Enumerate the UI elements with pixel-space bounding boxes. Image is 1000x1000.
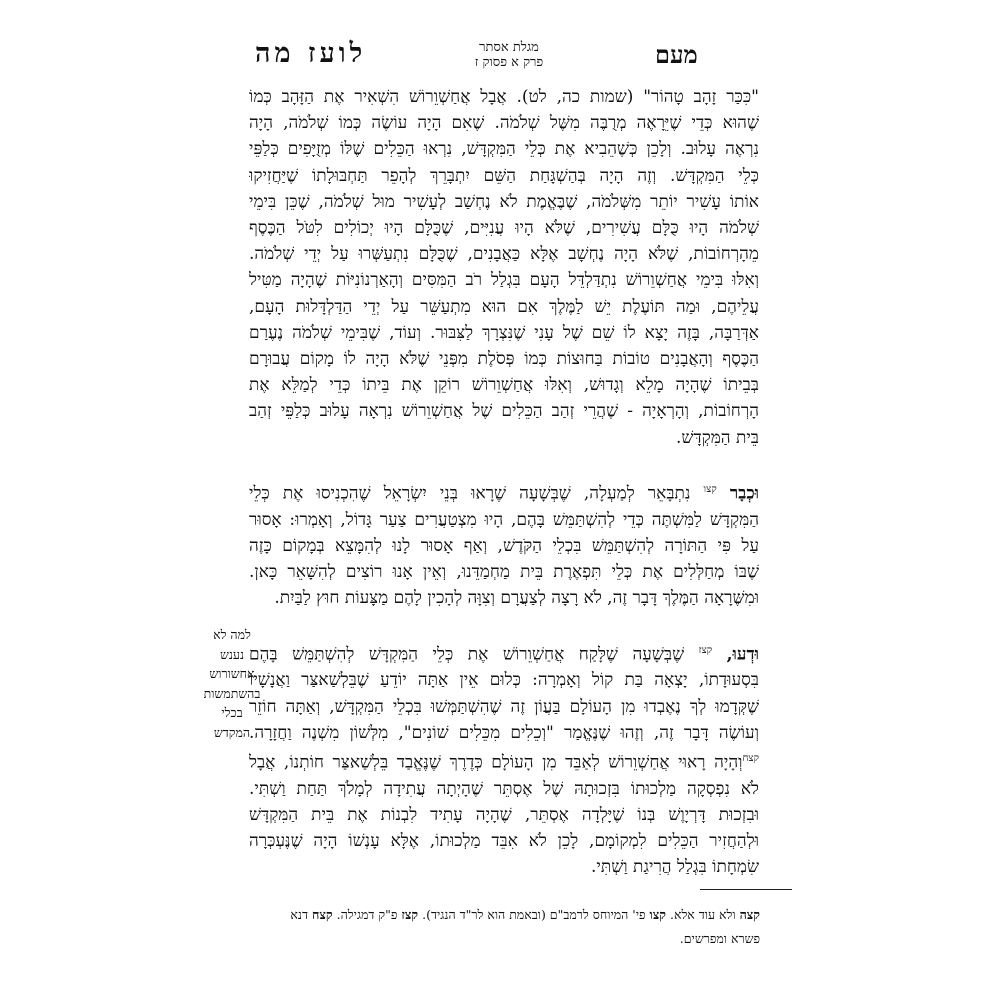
text-line-lead (249, 638, 759, 668)
text-line: מֵהָרְחוֹבוֹת, שֶׁלֹּא הָיָה נֶחְשָׁב אֶלָּא כַּאֲבָנִים, שֶׁכֻּלָּם נִתְעַשְּׁרוּ עַל יְדֵי שְׁלֹמֹה. (249, 244, 759, 265)
text-line: וְהָיָה רָאוּי אֲחַשְׁוֵרוֹשׁ לְאַבֵּד מִן הָעוֹלָם כְּדֶרֶךְ שֶׁנֶּאֱבַד בֵּלְשַׁאצַּר חוֹתְנוֹ, אֲבָל (249, 752, 743, 773)
header-right-title: מעם (655, 40, 698, 69)
text-line: שֶׁבּוֹ מְחַלְּלִים אֶת כְּלֵי תִּפְאֶרֶת בֵּית מַחְמַדֵּנוּ, וְאֵין אָנוּ רוֹצִים לְהִשָּׁאֵר כָּאן. (249, 562, 759, 583)
footnotes (250, 903, 760, 951)
text-line: "כִּכַּר זָהָב טָהוֹר" (שמות כה, לט). אֲבָל אֲחַשְׁוֵרוֹשׁ הִשְׁאִיר אֶת הַזָּהָב כְּמוֹ (249, 87, 759, 107)
text-line: נִתְבָּאֵר לְמַעְלָה, שֶׁבְּשָׁעָה שֶׁרָאוּ בְּנֵי יִשְׂרָאֵל שֶׁהִכְנִיסוּ אֶת כְּלֵי (249, 483, 691, 504)
paragraph-3 (249, 638, 759, 881)
footnote-divider (700, 889, 792, 890)
footnote-head: קצו (649, 907, 666, 922)
text-line: לֹא נִפְסְקָה מַלְכוּתוֹ בִּזְכוּתָהּ שֶׁל אֶסְתֵּר שֶׁהָיְתָה עֲתִידָה לְמָלֹךְ תַּחַת וַשְׁתִּי. (249, 778, 759, 799)
footnote-line (250, 903, 760, 927)
text-line: שְׁלֹמֹה הָיוּ כֻּלָּם עֲשִׁירִים, שֶׁלֹּא הָיוּ עֲנִיִּים, שֶׁכֻּלָּם הָיוּ יְכוֹלִים לִטֹּל הַכֶּסֶף (249, 218, 759, 239)
text-line: בִּסְעוּדָתוֹ, יָצְאָה בַּת קוֹל וְאָמְרָה: כְּלוּם אֵין אַתָּה יוֹדֵעַ שֶׁבֵּלְשַׁאצַּר וַאֲנָשָׁיו (249, 670, 759, 691)
header-location (475, 40, 543, 70)
text-line: עַל פִּי הַתּוֹרָה לְהִשְׁתַּמֵּשׁ בִּכְלֵי הַקֹּדֶשׁ, וְאַף אָסוּר לָנוּ לְהִמָּצֵא בְּמָקוֹם כָּזֶה (249, 535, 759, 556)
side-note-line: בכלי (221, 705, 243, 720)
header-book: מגלת אסתר (479, 40, 539, 55)
side-note-line: המקדש (213, 724, 251, 740)
footnote-line: פשרא ומפרשים. (679, 931, 760, 946)
text-line: וּבִזְכוּת דָּרְיָוֶשׁ בְּנוֹ שֶׁיָּלְדָה אֶסְתֵּר, שֶׁהָיָה עָתִיד לִבְנוֹת אֶת בֵּית הַמִּקְדָּשׁ (249, 805, 759, 826)
footnote-text: פ"ק דמגילה. (336, 907, 398, 922)
paragraph-1 (249, 84, 759, 451)
text-line: הַכֶּסֶף וְהָאֲבָנִים טוֹבוֹת בַּחוּצוֹת כְּמוֹ פְּסֹלֶת מִפְּנֵי שֶׁלֹּא הָיָה לוֹ מָקוֹם עֲבוּרָם (249, 349, 759, 370)
text-line: בֵּית הַמִּקְדָּשׁ. (676, 427, 759, 448)
paragraph-lead-word: וּדְעוּ, (726, 644, 759, 665)
header-chapter-verse: פרק א פסוק ז (474, 55, 544, 70)
text-line: שִׂמְחָתוֹ בִּגְלַל הֲרִיגַת וַשְׁתִּי. (591, 857, 759, 878)
text-line: וּמִשֶּׁרָאָה הַמֶּלֶךְ דָּבָר זֶה, לֹא רָצָה לְצַעֲרָם וְצִוָּה לְהָכִין לָהֶם מַצָּעוֹת חוּץ לַבַּיִת. (274, 588, 759, 609)
main-text (249, 84, 759, 881)
footnote-head: קצה (739, 907, 760, 922)
text-line: כְּלֵי הַמִּקְדָּשׁ. וְזֶה הָיָה בְּהַשְׁגָּחַת הַשֵּׁם יִתְבָּרֵךְ לְהָפֵר תַּחְבּוּלָתוֹ שֶׁיַּחֲזִיקוּ (249, 165, 759, 186)
footnote-text: ולא עוד אלא. (669, 907, 736, 922)
side-note-line: אחשורוש (209, 666, 255, 681)
text-line: וְאִלּוּ בִּימֵי אֲחַשְׁוֵרוֹשׁ נִתְדַּלְדֵּל הָעָם בִּגְלַל רֹב הַמִּסִּים וְהָאַרְנוֹנִיּוֹת שֶׁהָיָה מַטִּיל (249, 270, 759, 291)
footnote-text: דנא (290, 907, 308, 922)
text-line: עֲלֵיהֶם, וּמַה תּוֹעֶלֶת יֵשׁ לַמֶּלֶךְ אִם הוּא מִתְעַשֵּׁר עַל יְדֵי הַדַּלְדָּלוּת הָעָם, (249, 296, 759, 317)
text-line: הָרְחוֹבוֹת, וְהָרְאָיָה - שֶׁהֲרֵי זְהַב הַכֵּלִים שֶׁל אֲחַשְׁוֵרוֹשׁ נִרְאָה עָלוּב כְּלַפֵּי זְהַב (249, 401, 759, 422)
footnote-head: קצח (311, 907, 333, 922)
footnote-head: קצז (401, 907, 419, 922)
text-line: וְעוֹשֶׂה דָּבָר זֶה, וְזֶהוּ שֶׁנֶּאֱמַר "וְכֵלִים מִכֵּלִים שׁוֹנִים", מִלְּשׁוֹן מִשְׁנֶה וַחֲזָרָה. (249, 722, 759, 743)
text-line-with-ref (249, 746, 759, 776)
text-line: אַדְּרַבָּה, בָּזֶה יָצָא לוֹ שֵׁם שֶׁל עָנִי שֶׁנִּצְרָךְ לַצִּבּוּר. וְעוֹד, שֶׁבִּימֵי שְׁלֹמֹה נֶעֶרַם (249, 322, 759, 343)
text-line: הַמִּקְדָּשׁ לַמִּשְׁתֶּה כְּדֵי לְהִשְׁתַּמֵּשׁ בָּהֶם, הָיוּ מִצְטַעֲרִים צַעַר גָּדוֹל, וְאָמְרוּ: אָסוּר (249, 509, 759, 530)
text-line: שֶׁבְּשָׁעָה שֶׁלָּקַח אֲחַשְׁוֵרוֹשׁ אֶת כְּלֵי הַמִּקְדָּשׁ לְהִשְׁתַּמֵּשׁ בָּהֶם (249, 644, 685, 665)
text-line: וּלְהַחֲזִיר הַכֵּלִים לִמְקוֹמָם, לָכֵן לֹא אִבֵּד מַלְכוּתוֹ, אֶלָּא עָנְשׁוֹ הָיָה שֶׁנֶּעְכְּרָה (249, 831, 759, 852)
reference-marker: קצו (703, 483, 717, 495)
paragraph-2 (249, 477, 759, 612)
text-line: אוֹתוֹ עָשִׁיר יוֹתֵר מִשְּׁלֹמֹה, שֶׁבֶּאֱמֶת לֹא נֶחְשַׁב לְעָשִׁיר מוּל שְׁלֹמֹה, שֶׁכֵּן בִּימֵי (249, 191, 759, 212)
footnote-text: פי' המיוחס לרמב"ם (ובאמת הוא לר"ד הנגיד). (422, 907, 646, 922)
header-center (400, 40, 610, 70)
text-line: שֶׁקְּדָמוּ לְךָ נֶאֶבְדוּ מִן הָעוֹלָם בַּעֲוֹן זֶה שֶׁהִשְׁתַּמְּשׁוּ בִּכְלֵי הַמִּקְדָּשׁ, וְאַתָּה חוֹזֵר (249, 696, 759, 717)
text-line: בְּבֵיתוֹ שֶׁהָיָה מָלֵא וְגָדוּשׁ, וְאִלּוּ אֲחַשְׁוֵרוֹשׁ רוֹקֵן אֶת בֵּיתוֹ כְּדֵי לְמַלֵּא אֶת (249, 375, 759, 396)
text-line: שֶׁהוּא כְּדֵי שֶׁיֵּרָאֶה מְרֻבֶּה מִשֶּׁל שְׁלֹמֹה. שֶׁאִם הָיָה עוֹשֶׂה כְּמוֹ שְׁלֹמֹה, הָיָה (249, 113, 759, 134)
paragraph-lead-word: וּכְבָר (729, 483, 759, 504)
side-note-line: בהשתמשות (203, 685, 261, 701)
text-line-lead (249, 477, 759, 507)
side-note-line: נענש (219, 646, 245, 662)
text-line: נִרְאֶה עָלוּב. וְלָכֵן כְּשֶׁהֵבִיא אֶת כְּלֵי הַמִּקְדָּשׁ, נִרְאוּ הַכֵּלִים שֶׁלּוֹ מְזֻיָּפִים כְּלַפֵּי (249, 139, 759, 160)
reference-marker: קצח (742, 752, 759, 764)
side-note (197, 625, 267, 742)
side-note-line: למה לא (213, 627, 251, 642)
reference-marker: קצז (698, 644, 713, 656)
header-left-title: לועז מה (255, 38, 367, 69)
